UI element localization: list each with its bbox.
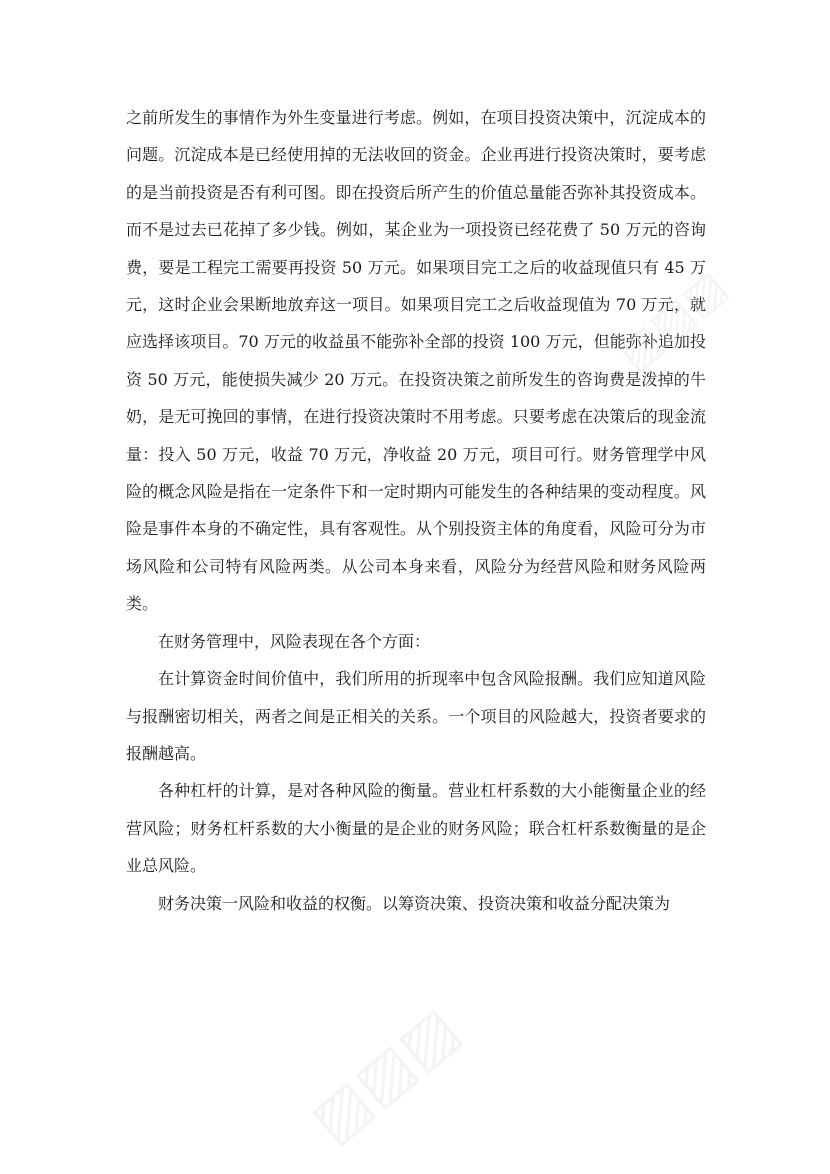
paragraph-1: 之前所发生的事情作为外生变量进行考虑。例如，在项目投资决策中，沉淀成本的问题。沉淀成本是已经使用掉的无法收回的资金。企业再进行投资决策时，要考虑的是当前投资是否有利可图。即在投资后所产生的价值总量能否弥补其投资成本。而不是过去已花掉了多少钱。例如，某企业为一项投资已经花费了 50 万元的咨询费，要是工程完工需要再投资 50 万元。如果项目完工之后的收益现值只有 45 万元，这时企业会果断地放弃这一项目。如果项目完工之后收益现值为 70 万元，就应选择该项目。70 万元的收益虽不能弥补全部的投资 100 万元，但能弥补追加投资 50 万元，能使损失减少 20 万元。在投资决策之前所发生的咨询费是泼掉的牛奶，是无可挽回的事情，在进行投资决策时不用考虑。只要考虑在决策后的现金流量：投入 50 万元，收益 70 万元，净收益 20 万元，项目可行。财务管理学中风险的概念风险是指在一定条件下和一定时期内可能发生的各种结果的变动程度。风险是事件本身的不确定性，具有客观性。从个别投资主体的角度看，风险可分为市场风险和公司特有风险两类。从公司本身来看，风险分为经营风险和财务风险两类。: [126, 108, 706, 614]
watermark-logo: ▨▨▨: [297, 993, 473, 1157]
paragraph-2: 在财务管理中，风险表现在各个方面：: [158, 631, 431, 651]
document-body: [126, 99, 706, 922]
paragraph-3: 在计算资金时间价值中，我们所用的折现率中包含风险报酬。我们应知道风险与报酬密切相关，两者之间是正相关的关系。一个项目的风险越大，投资者要求的报酬越高。: [126, 669, 706, 763]
watermark-logo: ▨▨▨: [608, 260, 737, 381]
paragraph-4: 各种杠杆的计算，是对各种风险的衡量。营业杠杆系数的大小能衡量企业的经营风险；财务杠杆系数的大小衡量的是企业的财务风险；联合杠杆系数衡量的是企业总风险。: [126, 781, 706, 876]
paragraph-5: 财务决策一风险和收益的权衡。以筹资决策、投资决策和收益分配决策为: [158, 893, 671, 913]
